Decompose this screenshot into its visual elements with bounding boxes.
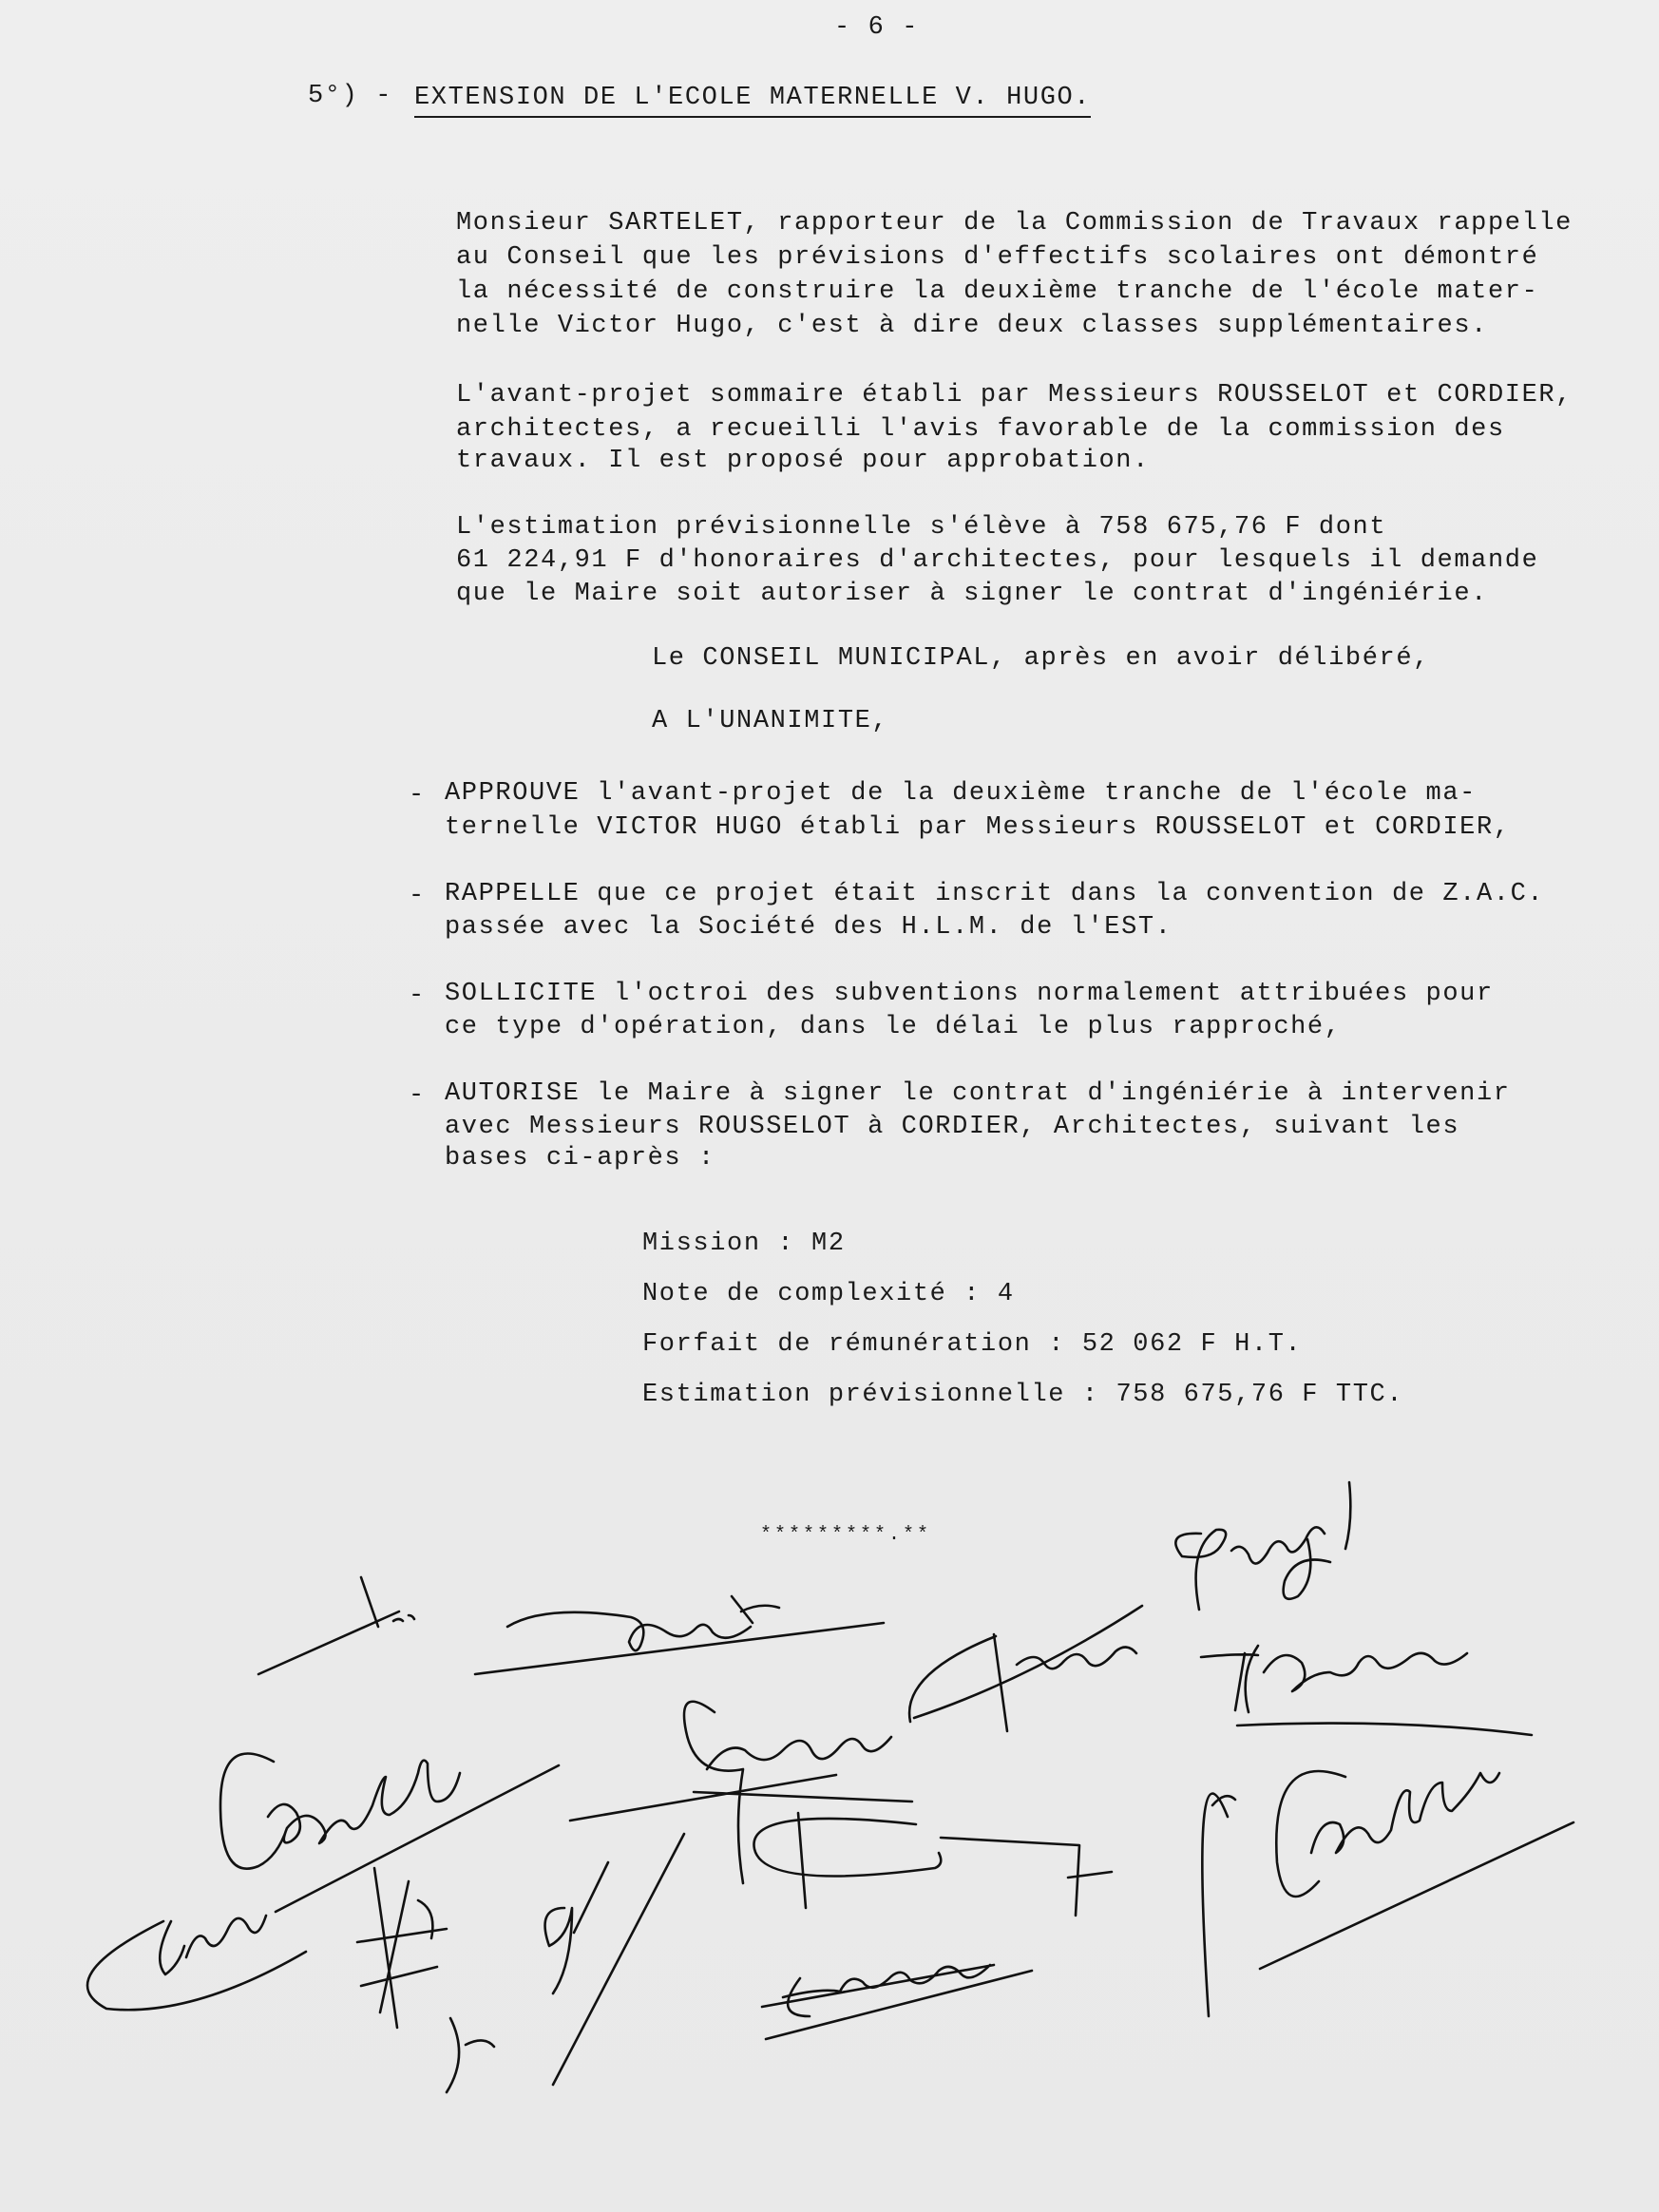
resolution-dash: - — [409, 882, 425, 910]
council-line: Le CONSEIL MUNICIPAL, après en avoir délibéré, — [652, 644, 1430, 673]
resolution-line: SOLLICITE l'octroi des subventions normalement attribuées pour — [445, 980, 1494, 1008]
contract-term: Estimation prévisionnelle : 758 675,76 F TTC. — [642, 1381, 1404, 1409]
signature-12 — [447, 1834, 684, 2092]
resolution-line: bases ci-après : — [445, 1144, 715, 1173]
signature-8 — [753, 1813, 1112, 1916]
signature-2 — [475, 1596, 884, 1674]
contract-term: Note de complexité : 4 — [642, 1280, 1015, 1308]
resolution-dash: - — [409, 982, 425, 1010]
paragraph-line: architectes, a recueilli l'avis favorable de la commission des — [456, 415, 1505, 444]
signature-3 — [909, 1606, 1142, 1731]
contract-term: Forfait de rémunération : 52 062 F H.T. — [642, 1330, 1303, 1359]
resolution-line: RAPPELLE que ce projet était inscrit dans la convention de Z.A.C. — [445, 880, 1545, 908]
signature-5 — [1201, 1646, 1532, 1735]
resolution-dash: - — [409, 781, 425, 810]
signature-1 — [258, 1577, 414, 1674]
paragraph-line: la nécessité de construire la deuxième tranche de l'école mater- — [456, 277, 1539, 306]
page-number: - 6 - — [834, 13, 920, 42]
paragraph-line: travaux. Il est proposé pour approbation. — [456, 447, 1150, 475]
paragraph-line: L'estimation prévisionnelle s'élève à 758 675,76 F dont — [456, 513, 1387, 542]
paragraph-line: Monsieur SARTELET, rapporteur de la Commission de Travaux rappelle — [456, 209, 1573, 238]
paragraph-line: au Conseil que les prévisions d'effectifs scolaires ont démontré — [456, 243, 1539, 272]
paragraph-line: que le Maire soit autoriser à signer le contrat d'ingéniérie. — [456, 580, 1488, 608]
signature-13 — [762, 1965, 1032, 2039]
signature-9 — [1202, 1771, 1573, 2016]
section-number: 5°) - — [308, 82, 393, 110]
contract-term: Mission : M2 — [642, 1230, 846, 1258]
resolution-line: ce type d'opération, dans le délai le plus rapproché, — [445, 1013, 1342, 1041]
signatures-block — [0, 1463, 1659, 2128]
separator: *********.** — [760, 1524, 932, 1546]
signature-10 — [87, 1916, 306, 2010]
resolution-line: avec Messieurs ROUSSELOT à CORDIER, Architectes, suivant les — [445, 1113, 1460, 1141]
signature-6 — [220, 1754, 559, 1912]
resolution-line: ternelle VICTOR HUGO établi par Messieurs ROUSSELOT et CORDIER, — [445, 813, 1511, 842]
resolution-line: AUTORISE le Maire à signer le contrat d'ingéniérie à intervenir — [445, 1079, 1511, 1108]
section-title: EXTENSION DE L'ECOLE MATERNELLE V. HUGO. — [414, 84, 1091, 118]
paragraph-line: 61 224,91 F d'honoraires d'architectes, pour lesquels il demande — [456, 546, 1539, 575]
paragraph-line: L'avant-projet sommaire établi par Messieurs ROUSSELOT et CORDIER, — [456, 381, 1573, 410]
paragraph-line: nelle Victor Hugo, c'est à dire deux classes supplémentaires. — [456, 312, 1488, 340]
signature-4 — [1175, 1482, 1350, 1610]
unanimity-line: A L'UNANIMITE, — [652, 707, 889, 735]
signature-11 — [357, 1868, 447, 2028]
signature-7 — [570, 1702, 912, 1883]
resolution-line: APPROUVE l'avant-projet de la deuxième tranche de l'école ma- — [445, 779, 1477, 808]
resolution-line: passée avec la Société des H.L.M. de l'EST. — [445, 913, 1173, 942]
resolution-dash: - — [409, 1081, 425, 1110]
